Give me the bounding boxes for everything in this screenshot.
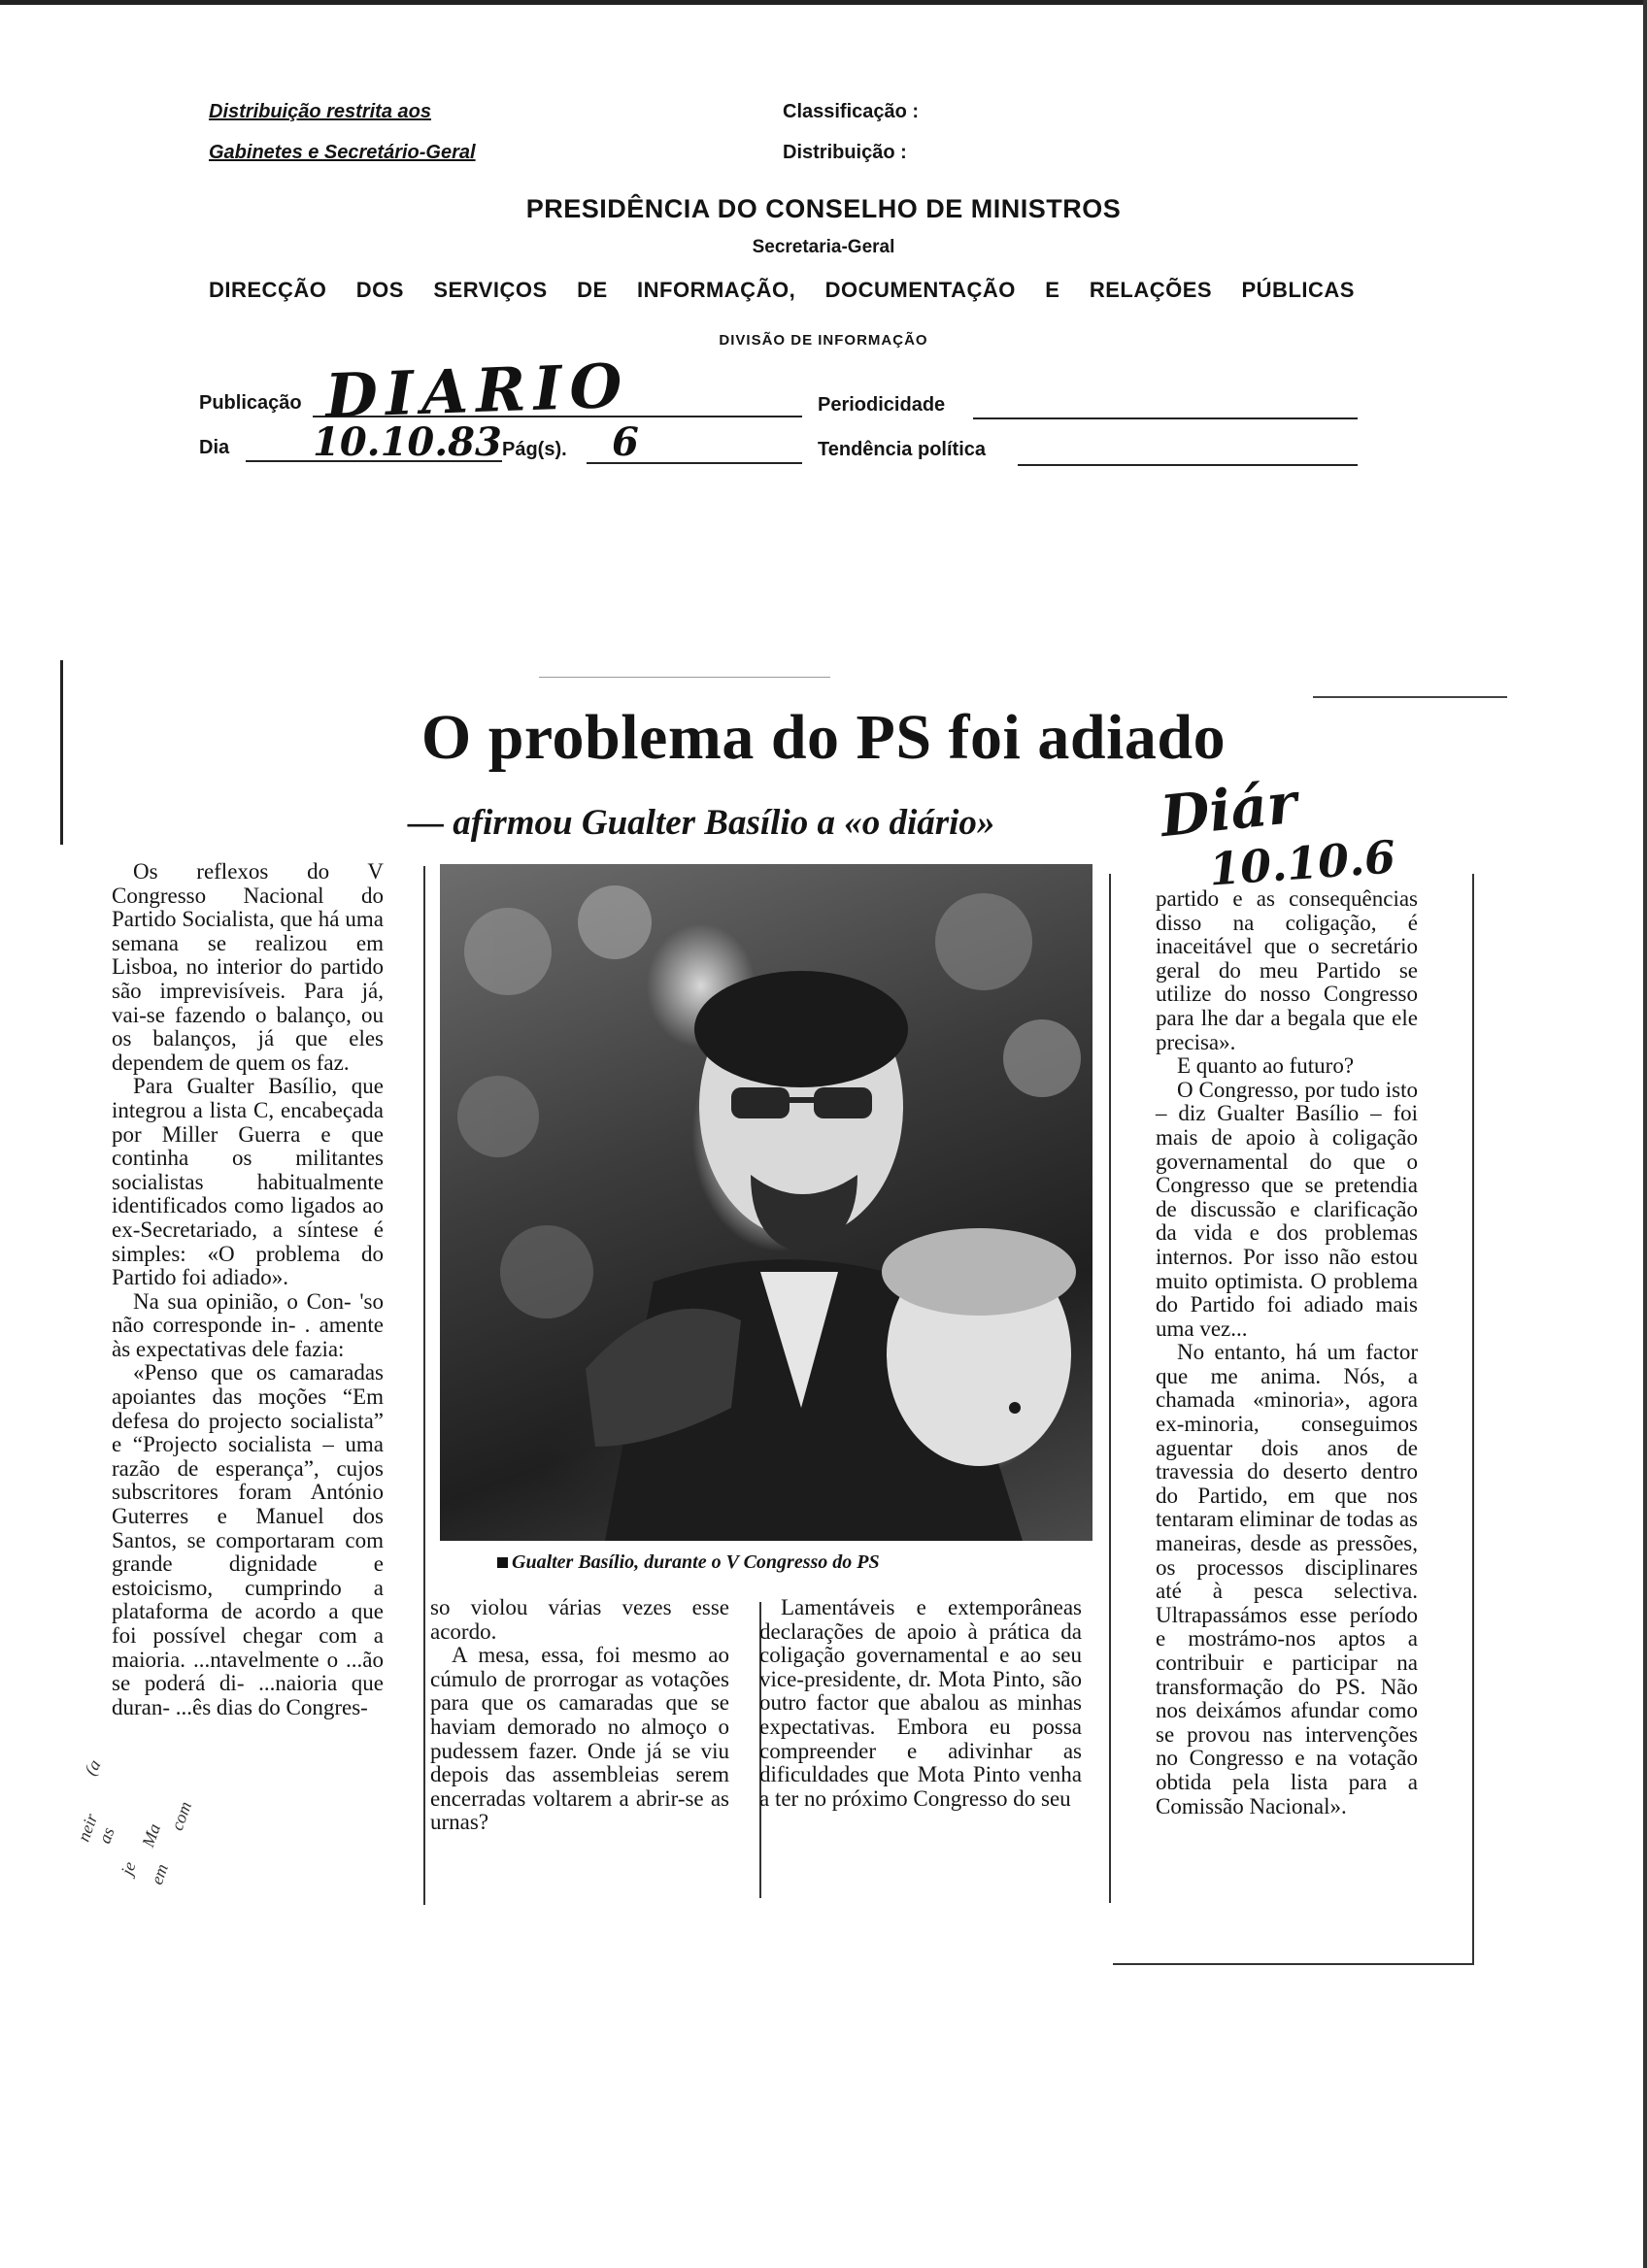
clipping-bottom-rule: [1113, 1963, 1474, 1965]
article-column-3: [759, 1596, 1082, 1811]
margin-fragment: Ma: [138, 1820, 165, 1851]
margin-fragment: em: [147, 1861, 173, 1887]
directorate-word: DOCUMENTAÇÃO: [824, 278, 1016, 302]
margin-fragment: as: [94, 1824, 118, 1847]
article-paragraph: «Penso que os camaradas apoiantes das moções “Em defesa do projecto socialista” e “Projecto socialista – uma razão de esperança”, cujos subscritores foram António Guterres e Manuel dos Santos, se comportaram com grande dignidade e estoicismo, cumprindo a plataforma de acordo a que foi possível chegar com a maioria. ...ntavelmente o ...ão se poderá di- ...naioria que duran- ...ês dias do Congres-: [112, 1360, 384, 1719]
directorate-title: [209, 278, 1355, 303]
clipping-corner-rule: [1313, 696, 1507, 698]
directorate-word: E: [1045, 278, 1060, 302]
day-handwritten-value: 10.10.83: [313, 419, 502, 465]
article-column-1: [112, 860, 384, 1719]
publication-label: Publicação: [199, 392, 302, 414]
political-tendency-field-line: [1018, 464, 1358, 466]
distribution-label: Distribuição :: [783, 142, 907, 163]
article-paragraph: Os reflexos do V Congresso Nacional do Partido Socialista, que há uma semana se realizou em Lisboa, no interior do partido são imprevisíveis. Para já, vai-se fazendo o balanço, ou os balanços, já que eles dependem de quem os faz.: [112, 859, 384, 1075]
article-paragraph: so violou várias vezes esse acordo.: [430, 1595, 729, 1644]
article-paragraph: A mesa, essa, foi mesmo ao cúmulo de prorrogar as votações para que os camaradas que se haviam demorado no almoço o pudessem fazer. Onde já se viu depois das assembleias serem encerradas voltarem a abrir-se as urnas?: [430, 1643, 729, 1835]
clipping-right-edge: [1472, 874, 1474, 1963]
article-photo: [440, 864, 1092, 1541]
pages-label: Pág(s).: [502, 439, 567, 460]
article-paragraph: Na sua opinião, o Con- 'so não corresponde in- . amente às expectativas dele fazia:: [112, 1288, 384, 1361]
secretariat-title: Secretaria-Geral: [752, 237, 895, 257]
pages-handwritten-value: 6: [612, 419, 639, 465]
directorate-word: DIRECÇÃO: [209, 278, 327, 302]
article-paragraph: No entanto, há um factor que me anima. Nós, a chamada «minoria», agora ex-minoria, conseguimos aguentar dois anos de travessia do deserto dentro do Partido, em que nos tentaram eliminar de todas as maneiras, desde as pressões, os processos disciplinares até à pesca selectiva. Ultrapassámos esse período e mostrámo-nos aptos a contribuir e participar na transformação do PS. Não nos deixámos afundar como se provou nas intervenções no Congresso e na votação obtida pela lista para a Comissão Nacional».: [1156, 1340, 1418, 1818]
article-column-2: [430, 1596, 729, 1835]
caption-bullet: [497, 1557, 508, 1568]
clipping-top-rule: [539, 677, 830, 678]
margin-fragment: (a: [80, 1755, 105, 1779]
column-divider: [423, 866, 425, 1905]
article-paragraph: partido e as consequências disso na coligação, é inaceitável que o secretário geral do meu Partido se utilize do nosso Congresso para lhe dar a begala que ele precisa».: [1156, 886, 1418, 1054]
article-paragraph: Para Gualter Basílio, que integrou a lista C, encabeçada por Miller Guerra e que continha os militantes socialistas habitualmente identificados como ligados ao ex-Secretariado, a síntese é simples: «O problema do Partido foi adiado».: [112, 1074, 384, 1290]
directorate-word: DOS: [355, 278, 404, 302]
photo-illustration: [440, 864, 1092, 1541]
publication-handwritten-value: DIARIO: [323, 350, 631, 432]
directorate-word: INFORMAÇÃO,: [637, 278, 796, 302]
article-headline: O problema do PS foi adiado: [420, 702, 1227, 773]
periodicity-field-line: [973, 417, 1358, 419]
division-title: DIVISÃO DE INFORMAÇÃO: [719, 332, 928, 349]
directorate-word: SERVIÇOS: [433, 278, 548, 302]
article-subheadline: — afirmou Gualter Basílio a «o diário»: [408, 803, 995, 843]
margin-fragment: neir: [73, 1811, 102, 1845]
article-paragraph: O Congresso, por tudo isto – diz Gualter Basílio – foi mais de apoio à coligação governamental do que o Congresso que se pretendia de discussão e clarificação da vida e dos problemas internos. Por isso não estou muito optimista. O problema do Partido foi adiado mais uma vez...: [1156, 1077, 1418, 1341]
handwritten-stamp-line1: Diár: [1157, 769, 1300, 850]
directorate-word: PÚBLICAS: [1241, 278, 1355, 302]
political-tendency-label: Tendência política: [818, 439, 986, 460]
article-paragraph: E quanto ao futuro?: [1177, 1053, 1355, 1079]
directorate-word: RELAÇÕES: [1089, 278, 1213, 302]
article-paragraph: Lamentáveis e extemporâneas declarações de apoio à prática da coligação governamental e ao seu vice-presidente, dr. Mota Pinto, são outro factor que abalou as minhas expectativas. Embora eu possa compreender e adivinhar as dificuldades que Mota Pinto venha a ter no próximo Congresso do seu: [759, 1595, 1082, 1811]
day-label: Dia: [199, 437, 230, 458]
handwritten-stamp-line2: 10.10.6: [1207, 830, 1397, 896]
column-divider: [1109, 874, 1111, 1903]
page-top-edge: [0, 0, 1647, 5]
margin-fragment: je: [117, 1858, 140, 1878]
photo-caption: Gualter Basílio, durante o V Congresso do PS: [512, 1551, 880, 1573]
classification-label: Classificação :: [783, 101, 920, 122]
periodicity-label: Periodicidade: [818, 394, 946, 416]
directorate-word: DE: [577, 278, 608, 302]
article-column-4: [1156, 887, 1418, 1818]
distribution-restriction-line2: Gabinetes e Secretário-Geral: [209, 142, 476, 163]
ministry-title: PRESIDÊNCIA DO CONSELHO DE MINISTROS: [525, 194, 1122, 223]
margin-fragment: com: [167, 1798, 196, 1833]
distribution-restriction-line1: Distribuição restrita aos: [209, 101, 431, 122]
